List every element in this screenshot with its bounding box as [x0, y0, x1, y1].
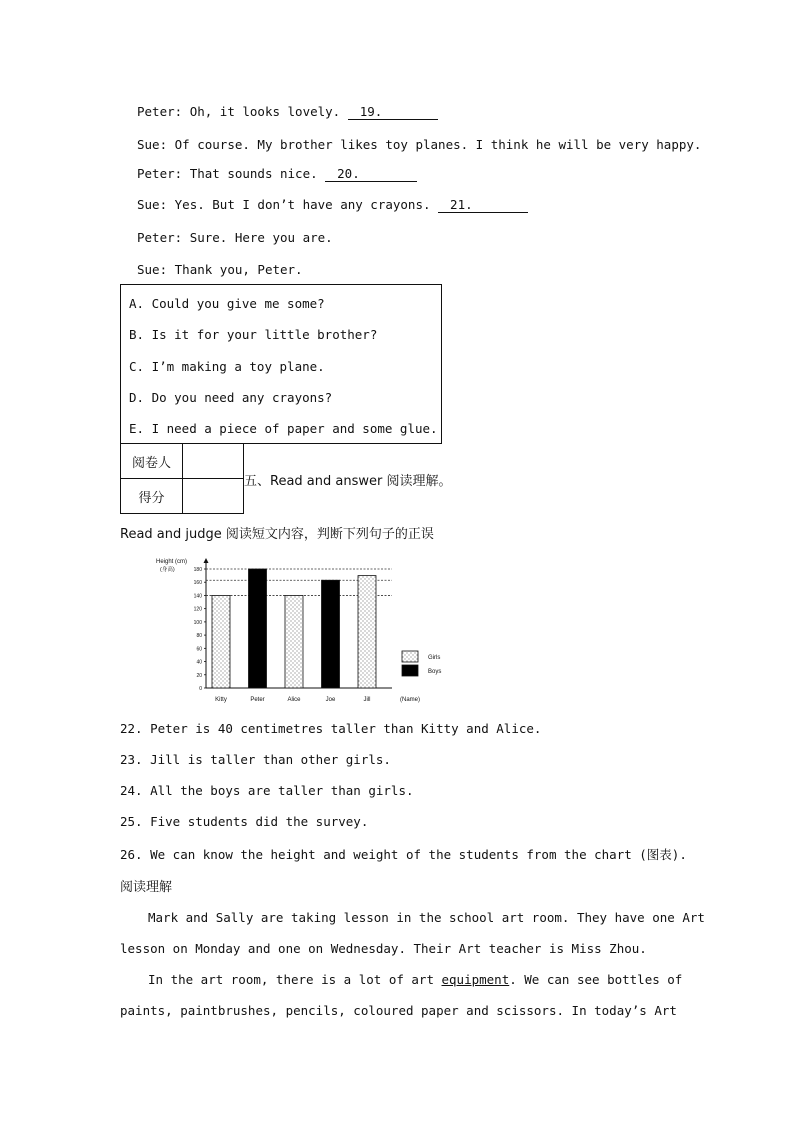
y-tick-label: 0: [199, 686, 202, 692]
dialogue-line-6: Sue: Thank you, Peter.: [137, 262, 303, 277]
score-table: [120, 443, 244, 514]
y-axis-label: Height (cm): [156, 559, 188, 565]
score-label: 得分: [121, 479, 183, 514]
passage-line-1: Mark and Sally are taking lesson in the school art room. They have one Art: [148, 910, 705, 925]
y-tick-label: 120: [193, 606, 202, 613]
underlined-word: equipment: [441, 972, 510, 987]
option-b: B. Is it for your little brother?: [129, 327, 378, 342]
legend-swatch-girls: [402, 651, 418, 662]
options-box: [120, 284, 442, 444]
y-tick-label: 140: [193, 593, 202, 600]
score-cell[interactable]: [183, 479, 244, 514]
question-25: 25. Five students did the survey.: [120, 814, 369, 829]
passage-line-2: lesson on Monday and one on Wednesday. Their Art teacher is Miss Zhou.: [120, 941, 647, 956]
dialogue-line-1: Peter: Oh, it looks lovely. 19.: [137, 104, 438, 120]
option-a: A. Could you give me some?: [129, 296, 325, 311]
section-title: 五、Read and answer 阅读理解。: [244, 474, 452, 489]
grader-label: 阅卷人: [121, 444, 183, 479]
y-tick-label: 20: [196, 672, 202, 679]
passage-line-4: paints, paintbrushes, pencils, coloured paper and scissors. In today’s Art: [120, 1003, 677, 1018]
bar-peter: [249, 569, 267, 688]
x-tick-label: Alice: [287, 697, 301, 703]
x-tick-label: Kitty: [215, 697, 227, 703]
dialogue-line-2: Sue: Of course. My brother likes toy planes. I think he will be very happy.: [137, 137, 702, 152]
y-tick-label: 40: [196, 659, 202, 666]
question-24: 24. All the boys are taller than girls.: [120, 783, 414, 798]
legend-label-boys: Boys: [428, 669, 442, 675]
passage-line-3: In the art room, there is a lot of art equipment. We can see bottles of: [148, 972, 683, 987]
x-tick-label: Peter: [250, 697, 265, 703]
legend-swatch-boys: [402, 665, 418, 676]
question-23: 23. Jill is taller than other girls.: [120, 752, 391, 767]
answer-blank-19[interactable]: 19.: [348, 105, 438, 120]
subsection-title: Read and judge 阅读短文内容，判断下列句子的正误: [120, 527, 434, 542]
bar-kitty: [212, 595, 230, 688]
y-axis-arrow: [204, 558, 209, 563]
y-tick-label: 60: [196, 646, 202, 653]
option-c: C. I’m making a toy plane.: [129, 359, 325, 374]
dialogue-line-3: Peter: That sounds nice. 20.: [137, 166, 417, 182]
option-d: D. Do you need any crayons?: [129, 390, 333, 405]
grader-cell[interactable]: [183, 444, 244, 479]
bar-joe: [322, 580, 340, 688]
y-tick-label: 160: [193, 580, 202, 587]
question-22: 22. Peter is 40 centimetres taller than Kitty and Alice.: [120, 721, 542, 736]
height-bar-chart: [150, 552, 460, 712]
dialogue-line-4: Sue: Yes. But I don’t have any crayons. 21.: [137, 197, 528, 213]
reading-title: 阅读理解: [120, 880, 173, 895]
y-tick-label: 180: [193, 567, 202, 573]
bar-alice: [285, 595, 303, 688]
y-tick-label: 80: [196, 633, 202, 640]
y-axis-label-cn: (身高): [160, 567, 175, 573]
y-tick-label: 100: [193, 619, 202, 626]
question-26: 26. We can know the height and weight of the students from the chart (图表).: [120, 847, 687, 862]
legend-label-girls: Girls: [428, 655, 441, 661]
dialogue-line-5: Peter: Sure. Here you are.: [137, 230, 333, 245]
answer-blank-21[interactable]: 21.: [438, 198, 528, 213]
x-axis-label: (Name): [400, 697, 421, 703]
bar-jill: [358, 576, 376, 688]
answer-blank-20[interactable]: 20.: [325, 167, 417, 182]
x-tick-label: Joe: [325, 697, 336, 703]
option-e: E. I need a piece of paper and some glue.: [129, 421, 438, 436]
x-tick-label: Jill: [363, 697, 371, 703]
